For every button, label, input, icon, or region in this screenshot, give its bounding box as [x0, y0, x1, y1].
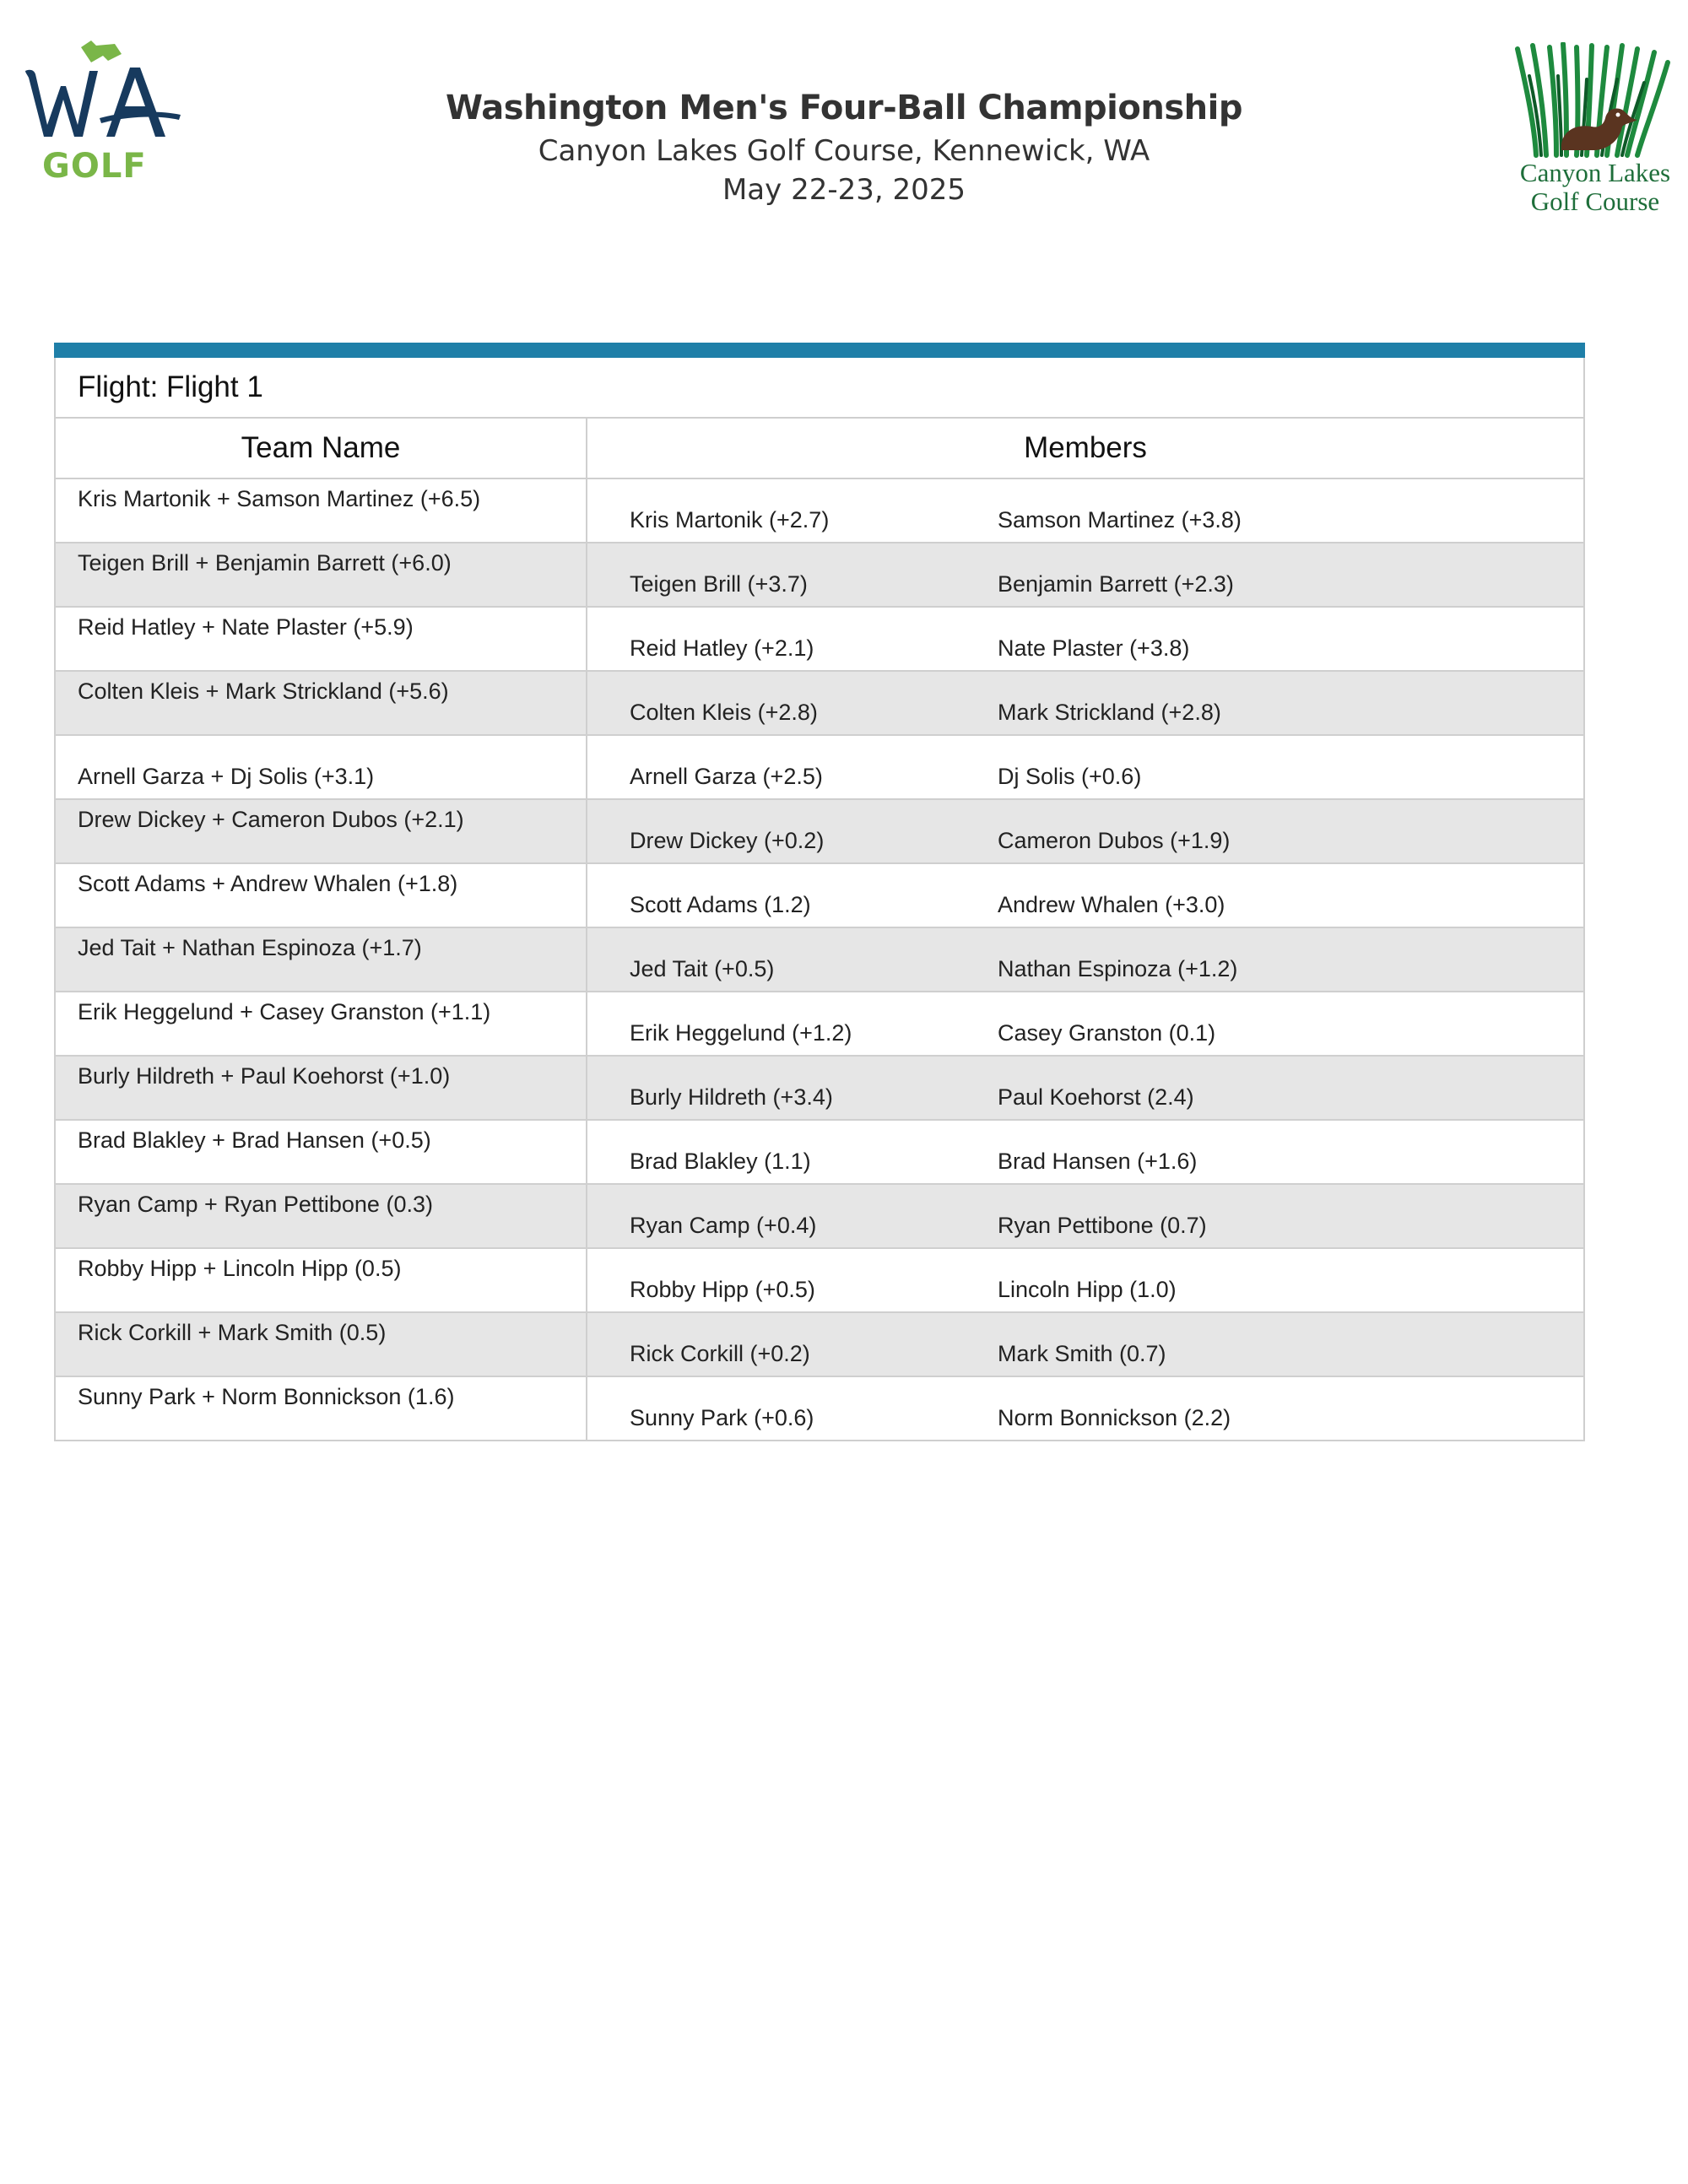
wa-golf-logo	[22, 37, 182, 189]
member-1: Reid Hatley (+2.1)	[630, 635, 814, 661]
member-2: Cameron Dubos (+1.9)	[998, 828, 1231, 853]
member-1: Kris Martonik (+2.7)	[630, 507, 830, 532]
team-name: Teigen Brill + Benjamin Barrett (+6.0)	[56, 543, 587, 606]
member-1: Erik Heggelund (+1.2)	[630, 1020, 852, 1046]
table-accent-bar	[54, 343, 1585, 358]
member-1: Sunny Park (+0.6)	[630, 1405, 814, 1430]
table-row	[54, 1185, 1585, 1249]
member-2: Nathan Espinoza (+1.2)	[998, 956, 1238, 981]
member-1: Jed Tait (+0.5)	[630, 956, 775, 981]
table-row	[54, 1249, 1585, 1313]
wa-golf-wordmark: GOLF	[42, 147, 147, 186]
team-name: Reid Hatley + Nate Plaster (+5.9)	[56, 608, 587, 670]
team-name: Scott Adams + Andrew Whalen (+1.8)	[56, 864, 587, 927]
table-row	[54, 1377, 1585, 1441]
team-name: Arnell Garza + Dj Solis (+3.1)	[56, 736, 587, 798]
team-name: Brad Blakley + Brad Hansen (+0.5)	[56, 1121, 587, 1183]
document-header	[338, 84, 1350, 209]
canyon-lakes-grass-duck-icon	[1511, 42, 1680, 160]
table-row	[54, 800, 1585, 864]
member-1: Teigen Brill (+3.7)	[630, 571, 808, 597]
member-2: Mark Strickland (+2.8)	[998, 700, 1221, 725]
team-name: Kris Martonik + Samson Martinez (+6.5)	[56, 479, 587, 542]
team-name: Rick Corkill + Mark Smith (0.5)	[56, 1313, 587, 1376]
table-row	[54, 1313, 1585, 1377]
team-name: Sunny Park + Norm Bonnickson (1.6)	[56, 1377, 587, 1440]
member-1: Brad Blakley (1.1)	[630, 1149, 811, 1174]
team-name: Drew Dickey + Cameron Dubos (+2.1)	[56, 800, 587, 862]
table-row	[54, 864, 1585, 928]
team-name: Robby Hipp + Lincoln Hipp (0.5)	[56, 1249, 587, 1311]
table-header-row	[54, 419, 1585, 479]
table-row	[54, 672, 1585, 736]
team-name: Erik Heggelund + Casey Granston (+1.1)	[56, 992, 587, 1055]
member-2: Benjamin Barrett (+2.3)	[998, 571, 1234, 597]
canyon-lakes-line1: Canyon Lakes	[1519, 158, 1671, 187]
canyon-lakes-logo	[1511, 42, 1680, 224]
member-1: Drew Dickey (+0.2)	[630, 828, 825, 853]
table-row	[54, 736, 1585, 800]
column-header-team-name: Team Name	[56, 419, 587, 478]
canyon-lakes-wordmark	[1511, 159, 1680, 216]
table-row	[54, 1057, 1585, 1121]
table-row	[54, 479, 1585, 543]
member-1: Ryan Camp (+0.4)	[630, 1213, 817, 1238]
table-row	[54, 928, 1585, 992]
member-2: Mark Smith (0.7)	[998, 1341, 1166, 1366]
member-2: Lincoln Hipp (1.0)	[998, 1277, 1177, 1302]
flight-label: Flight: Flight 1	[54, 358, 1585, 419]
course-location: Canyon Lakes Golf Course, Kennewick, WA	[538, 134, 1150, 168]
member-1: Rick Corkill (+0.2)	[630, 1341, 810, 1366]
page-title: Washington Men's Four-Ball Championship	[446, 89, 1242, 127]
wa-logo-mark	[22, 37, 182, 147]
canyon-lakes-line2: Golf Course	[1530, 187, 1660, 216]
team-name: Burly Hildreth + Paul Koehorst (+1.0)	[56, 1057, 587, 1119]
pairings-table	[54, 343, 1585, 1441]
member-2: Samson Martinez (+3.8)	[998, 507, 1242, 532]
member-2: Casey Granston (0.1)	[998, 1020, 1216, 1046]
table-row	[54, 543, 1585, 608]
member-2: Paul Koehorst (2.4)	[998, 1084, 1194, 1110]
member-2: Ryan Pettibone (0.7)	[998, 1213, 1207, 1238]
member-2: Norm Bonnickson (2.2)	[998, 1405, 1231, 1430]
member-1: Burly Hildreth (+3.4)	[630, 1084, 833, 1110]
member-2: Nate Plaster (+3.8)	[998, 635, 1190, 661]
team-name: Ryan Camp + Ryan Pettibone (0.3)	[56, 1185, 587, 1247]
member-2: Brad Hansen (+1.6)	[998, 1149, 1198, 1174]
member-1: Robby Hipp (+0.5)	[630, 1277, 815, 1302]
team-name: Jed Tait + Nathan Espinoza (+1.7)	[56, 928, 587, 991]
table-row	[54, 992, 1585, 1057]
table-row	[54, 1121, 1585, 1185]
column-header-members: Members	[1024, 431, 1147, 464]
team-name: Colten Kleis + Mark Strickland (+5.6)	[56, 672, 587, 734]
member-1: Scott Adams (1.2)	[630, 892, 811, 917]
member-1: Arnell Garza (+2.5)	[630, 764, 823, 789]
member-2: Dj Solis (+0.6)	[998, 764, 1142, 789]
member-1: Colten Kleis (+2.8)	[630, 700, 818, 725]
event-dates: May 22-23, 2025	[722, 173, 966, 207]
member-2: Andrew Whalen (+3.0)	[998, 892, 1225, 917]
table-row	[54, 608, 1585, 672]
